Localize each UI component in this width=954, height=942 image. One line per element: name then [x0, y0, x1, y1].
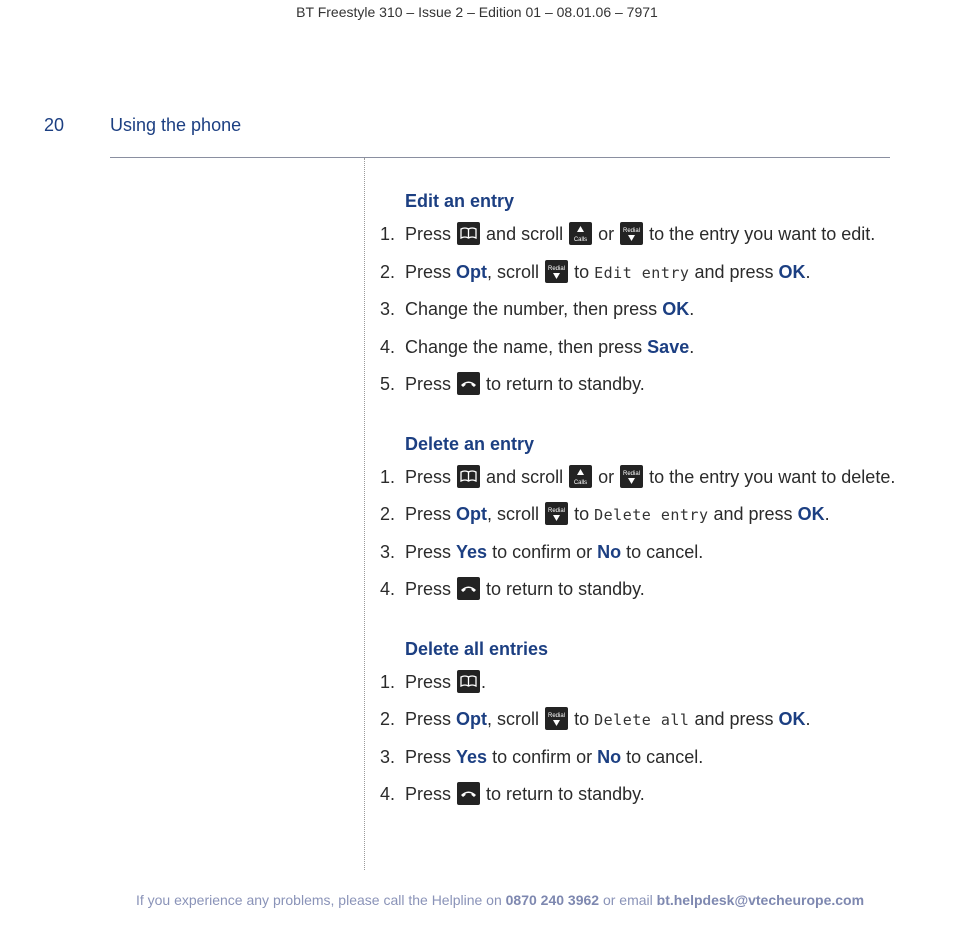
footer-text: or email — [602, 892, 653, 908]
step — [380, 372, 910, 410]
step — [380, 670, 910, 708]
delete-all-title: Delete all entries — [405, 638, 549, 659]
redial-down-icon — [545, 502, 568, 525]
step-text: or — [598, 466, 615, 487]
step-number: 2. — [380, 709, 396, 729]
redial-key-label: Redial — [548, 508, 566, 514]
step-number: 3. — [380, 746, 396, 767]
redial-down-icon — [545, 260, 568, 283]
step — [380, 335, 910, 373]
step — [380, 297, 910, 335]
end-call-icon — [457, 577, 480, 600]
step — [380, 707, 910, 745]
step-text: to confirm or — [492, 746, 593, 767]
redial-key-label: Redial — [548, 713, 566, 719]
header-rule — [110, 157, 890, 158]
step-number: 1. — [380, 466, 396, 487]
edit-entry-section — [380, 190, 910, 410]
redial-key-label: Redial — [548, 265, 566, 272]
period: . — [481, 671, 487, 692]
step — [380, 502, 910, 540]
step-text: and press — [694, 709, 774, 729]
step-text: Press — [405, 784, 452, 804]
document-meta: BT Freestyle 310 – Issue 2 – Edition 01 – 08.01.06 – 7971 — [296, 4, 658, 20]
footer-text: If you experience any problems, please call the Helpline on — [135, 892, 502, 908]
period: . — [805, 709, 811, 729]
calls-key-label: Calls — [573, 479, 588, 486]
step-number: 4. — [380, 579, 396, 599]
step-text: to the entry you want to edit. — [649, 224, 876, 244]
helpline-footer — [0, 892, 954, 908]
step-text: Press — [405, 374, 452, 394]
yes-keyword: Yes — [456, 746, 488, 767]
phonebook-icon — [457, 670, 480, 693]
calls-key-label: Calls — [573, 237, 588, 243]
period: . — [805, 261, 811, 282]
step-text: , scroll — [487, 504, 540, 524]
step-text: Press — [405, 466, 452, 487]
step-text: to confirm or — [492, 541, 593, 562]
step-text: and scroll — [486, 466, 564, 487]
step-text: to the entry you want to delete. — [649, 466, 896, 487]
edit-entry-steps — [380, 222, 910, 410]
step-number: 5. — [380, 374, 396, 394]
step-text: Change the number, then press — [405, 299, 658, 319]
step — [380, 222, 910, 260]
opt-keyword: Opt — [456, 261, 488, 282]
delete-all-section — [380, 638, 910, 820]
ok-keyword: OK — [778, 709, 806, 729]
step-number: 1. — [380, 671, 396, 692]
redial-down-icon — [620, 222, 643, 245]
display-text: Delete entry — [594, 506, 709, 524]
end-call-icon — [457, 372, 480, 395]
step-text: Change the name, then press — [405, 336, 643, 357]
redial-down-icon — [620, 465, 643, 488]
ok-keyword: OK — [662, 299, 690, 319]
step-text: to return to standby. — [486, 374, 645, 394]
period: . — [689, 336, 695, 357]
step-text: to return to standby. — [486, 579, 645, 599]
delete-all-steps — [380, 670, 910, 820]
step-number: 3. — [380, 299, 396, 319]
step-text: and scroll — [486, 224, 564, 244]
phonebook-icon — [457, 465, 480, 488]
step-text: and press — [694, 261, 774, 282]
step-number: 1. — [380, 224, 396, 244]
edit-entry-title: Edit an entry — [405, 191, 515, 211]
step-text: or — [598, 224, 615, 244]
step-text: Press — [405, 261, 452, 282]
delete-entry-title: Delete an entry — [405, 433, 535, 454]
step — [380, 540, 910, 578]
step-text: to return to standby. — [486, 784, 645, 804]
helpline-phone: 0870 240 3962 — [505, 892, 600, 908]
step — [380, 465, 910, 503]
phonebook-icon — [457, 222, 480, 245]
step-text: Press — [405, 671, 452, 692]
step-text: to — [574, 504, 590, 524]
page-number: 20 — [44, 115, 65, 135]
helpdesk-email: bt.helpdesk@vtecheurope.com — [656, 892, 865, 908]
period: . — [689, 299, 695, 319]
no-keyword: No — [597, 746, 622, 767]
step-number: 2. — [380, 504, 396, 524]
delete-entry-steps — [380, 465, 910, 615]
step — [380, 577, 910, 615]
step-text: to — [574, 261, 590, 282]
step-text: and press — [713, 504, 793, 524]
step — [380, 260, 910, 298]
calls-up-icon — [569, 222, 592, 245]
yes-keyword: Yes — [456, 541, 488, 562]
instructions — [380, 190, 910, 843]
step-text: Press — [405, 746, 452, 767]
delete-entry-section — [380, 433, 910, 615]
save-keyword: Save — [647, 336, 690, 357]
column-divider — [364, 158, 365, 870]
step-text: to cancel. — [626, 541, 704, 562]
no-keyword: No — [597, 541, 622, 562]
step-number: 3. — [380, 541, 396, 562]
step-text: Press — [405, 579, 452, 599]
display-text: Delete all — [594, 711, 690, 729]
step — [380, 745, 910, 783]
ok-keyword: OK — [778, 261, 806, 282]
end-call-icon — [457, 782, 480, 805]
redial-key-label: Redial — [623, 470, 641, 477]
redial-down-icon — [545, 707, 568, 730]
step-number: 4. — [380, 336, 396, 357]
display-text: Edit entry — [594, 263, 690, 282]
step-text: Press — [405, 224, 452, 244]
step-number: 2. — [380, 261, 396, 282]
step-text: Press — [405, 504, 452, 524]
step-text: to cancel. — [626, 746, 704, 767]
section-title: Using the phone — [110, 115, 242, 135]
step-text: , scroll — [487, 261, 540, 282]
period: . — [824, 504, 830, 524]
calls-up-icon — [569, 465, 592, 488]
step-text: Press — [405, 541, 452, 562]
step-number: 4. — [380, 784, 396, 804]
redial-key-label: Redial — [623, 228, 641, 234]
step-text: , scroll — [487, 709, 540, 729]
ok-keyword: OK — [797, 504, 825, 524]
step-text: Press — [405, 709, 452, 729]
step-text: to — [574, 709, 590, 729]
step — [380, 782, 910, 820]
opt-keyword: Opt — [456, 504, 488, 524]
opt-keyword: Opt — [456, 709, 488, 729]
